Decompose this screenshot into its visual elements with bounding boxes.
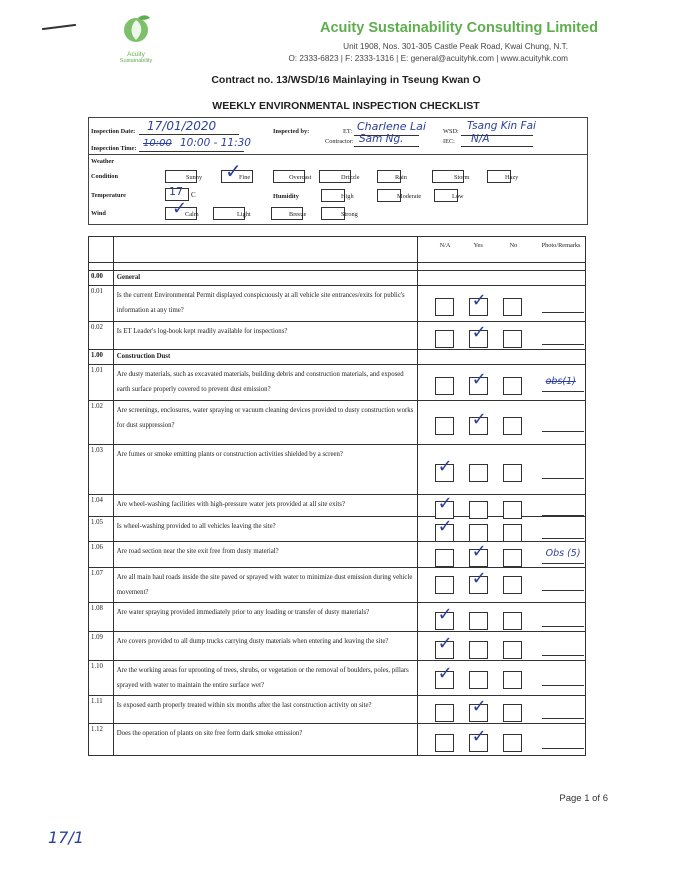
temperature-unit: C — [191, 191, 196, 199]
iec-label: IEC: — [443, 138, 455, 145]
item-number: 1.01 — [89, 365, 114, 401]
section-row-dust — [89, 350, 586, 365]
checkbox-no[interactable] — [503, 524, 522, 542]
iec-line — [461, 146, 533, 147]
condition-fine-tick: ✓ — [225, 159, 242, 183]
remarks-line[interactable] — [542, 563, 584, 564]
page-number: Page 1 of 6 — [559, 793, 608, 804]
iec-value: N/A — [471, 133, 490, 145]
inspection-date-label: Inspection Date: — [91, 128, 136, 135]
checkbox-no[interactable] — [503, 330, 522, 348]
item-question: Are water spraying provided immediately prior to any loading or transfer of dusty materials? — [113, 603, 417, 632]
header-question-cell — [113, 237, 417, 263]
item-answer-cell — [417, 568, 585, 603]
spacer-num — [89, 263, 114, 271]
section-row-general — [89, 271, 586, 286]
tick-mark: ✓ — [437, 493, 453, 514]
checkbox-no[interactable] — [503, 704, 522, 722]
wsd-label: WSD: — [443, 128, 459, 135]
logo-text-1: Acuity — [127, 51, 145, 58]
col-na: N/A — [439, 242, 451, 249]
tick-mark: ✓ — [437, 604, 453, 625]
remarks-line[interactable] — [542, 431, 584, 432]
checkbox-na[interactable] — [435, 704, 454, 722]
checkbox-yes[interactable] — [469, 612, 488, 630]
humidity-label: Humidity — [273, 193, 299, 200]
col-no: No — [509, 242, 518, 249]
item-answer-cell — [417, 517, 585, 542]
corner-mark — [42, 24, 76, 30]
remarks-line[interactable] — [542, 478, 584, 479]
item-number: 1.07 — [89, 568, 114, 603]
item-number: 1.10 — [89, 661, 114, 696]
condition-label: Condition — [91, 173, 118, 180]
item-answer-cell — [417, 724, 585, 756]
remarks-line[interactable] — [542, 344, 584, 345]
inspection-time-label: Inspection Time: — [91, 145, 137, 152]
spacer-row — [89, 263, 586, 271]
checkbox-no[interactable] — [503, 612, 522, 630]
table-row — [89, 365, 586, 401]
table-header-row — [89, 237, 586, 263]
remarks-line[interactable] — [542, 391, 584, 392]
tick-mark: ✓ — [437, 456, 453, 477]
et-label: ET: — [343, 128, 353, 135]
tick-mark: ✓ — [471, 369, 487, 390]
checkbox-yes[interactable] — [469, 641, 488, 659]
company-name: Acuity Sustainability Consulting Limited — [320, 20, 598, 36]
table-row — [89, 603, 586, 632]
table-row — [89, 517, 586, 542]
checkbox-no[interactable] — [503, 298, 522, 316]
corner-handwritten-note: 17/1 — [48, 828, 84, 847]
company-logo — [112, 12, 160, 64]
item-question: Are fumes or smoke emitting plants or construction activities shielded by a screen? — [113, 445, 417, 495]
item-question: Are all main haul roads inside the site paved or sprayed with water to minimize dust emission during vehicle movement? — [113, 568, 417, 603]
checkbox-no[interactable] — [503, 417, 522, 435]
contractor-value: Sam Ng. — [359, 133, 404, 145]
item-answer-cell — [417, 365, 585, 401]
remarks-line[interactable] — [542, 685, 584, 686]
contract-title: Contract no. 13/WSD/16 Mainlaying in Tseung Kwan O — [211, 74, 481, 86]
checkbox-na[interactable] — [435, 330, 454, 348]
checkbox-no[interactable] — [503, 464, 522, 482]
wsd-value: Tsang Kin Fai — [467, 120, 536, 132]
inspection-date-value: 17/01/2020 — [147, 119, 217, 133]
weather-label: Weather — [91, 158, 115, 165]
tick-mark: ✓ — [471, 568, 487, 589]
item-number: 1.09 — [89, 632, 114, 661]
table-row — [89, 495, 586, 517]
table-row — [89, 724, 586, 756]
inspection-date-line — [139, 134, 239, 135]
temperature-value: 17 — [169, 185, 183, 198]
item-answer-cell — [417, 495, 585, 517]
item-question: Are road section near the site exit free from dusty material? — [113, 542, 417, 568]
checkbox-na[interactable] — [435, 377, 454, 395]
checkbox-na[interactable] — [435, 734, 454, 752]
header-num-cell — [89, 237, 114, 263]
item-answer-cell — [417, 542, 585, 568]
et-value: Charlene Lai — [357, 120, 426, 133]
item-answer-cell — [417, 286, 585, 322]
tick-mark: ✓ — [471, 322, 487, 343]
condition-sunny-label: Sunny — [186, 174, 203, 181]
company-address: Unit 1908, Nos. 301-305 Castle Peak Road, Kwai Chung, N.T. — [343, 42, 568, 51]
table-row — [89, 568, 586, 603]
tick-mark: ✓ — [437, 516, 453, 537]
table-row — [89, 401, 586, 445]
company-contact: O: 2333-6823 | F: 2333-1316 | E: general@acuityhk.com | www.acuityhk.com — [288, 54, 568, 63]
wind-calm-label: Calm — [185, 211, 199, 218]
inspected-by-label: Inspected by: — [273, 128, 310, 135]
table-row — [89, 542, 586, 568]
tick-mark: ✓ — [471, 726, 487, 747]
remarks-line[interactable] — [542, 312, 584, 313]
checkbox-yes[interactable] — [469, 464, 488, 482]
condition-overcast-label: Overcast — [289, 174, 312, 181]
wind-breeze-label: Breeze — [289, 211, 307, 218]
condition-drizzle-label: Drizzle — [341, 174, 360, 181]
item-question: Are covers provided to all dump trucks carrying dusty materials when entering and leaving the site? — [113, 632, 417, 661]
col-remarks: Photo/Remarks — [541, 242, 581, 249]
wind-label: Wind — [91, 210, 106, 217]
inspection-info-box — [88, 117, 588, 225]
contractor-line — [354, 146, 419, 147]
item-number: 1.05 — [89, 517, 114, 542]
item-question: Are the working areas for uprooting of trees, shrubs, or vegetation or the removal of boulders, poles, pillars sprayed with water to maintain the entire surface wet? — [113, 661, 417, 696]
section-ans — [417, 350, 585, 365]
checkbox-no[interactable] — [503, 671, 522, 689]
checkbox-na[interactable] — [435, 549, 454, 567]
header-answer-cell — [417, 237, 585, 263]
item-number: 0.01 — [89, 286, 114, 322]
item-answer-cell — [417, 401, 585, 445]
condition-storm-label: Storm — [454, 174, 470, 181]
wind-strong-label: Strong — [341, 211, 358, 218]
remarks-line[interactable] — [542, 590, 584, 591]
item-number: 1.02 — [89, 401, 114, 445]
table-row — [89, 632, 586, 661]
contractor-label: Contractor: — [325, 138, 354, 145]
item-number: 1.08 — [89, 603, 114, 632]
checklist-table — [88, 236, 586, 756]
condition-rain-label: Rain — [395, 174, 407, 181]
wind-light-label: Light — [237, 211, 251, 218]
remarks-line[interactable] — [542, 718, 584, 719]
tick-mark: ✓ — [471, 409, 487, 430]
tick-mark: ✓ — [437, 663, 453, 684]
item-number: 1.12 — [89, 724, 114, 756]
section-title: Construction Dust — [113, 350, 417, 365]
remarks-line[interactable] — [542, 626, 584, 627]
item-question: Is wheel-washing provided to all vehicles leaving the site? — [113, 517, 417, 542]
spacer-q — [113, 263, 417, 271]
spacer-ans — [417, 263, 585, 271]
section-title: General — [113, 271, 417, 286]
tick-mark: ✓ — [437, 633, 453, 654]
remarks-line[interactable] — [542, 655, 584, 656]
table-row — [89, 322, 586, 350]
humidity-moderate-label: Moderate — [397, 193, 422, 200]
table-row — [89, 661, 586, 696]
checkbox-no[interactable] — [503, 377, 522, 395]
info-divider — [89, 154, 587, 155]
item-answer-cell — [417, 632, 585, 661]
item-question: Does the operation of plants on site free form dark smoke emission? — [113, 724, 417, 756]
item-question: Is exposed earth properly treated within six months after the last construction activity on site? — [113, 696, 417, 724]
checkbox-no[interactable] — [503, 734, 522, 752]
item-question: Are screenings, enclosures, water spraying or vacuum cleaning devices provided to dusty construction works for dust suppression? — [113, 401, 417, 445]
checkbox-na[interactable] — [435, 298, 454, 316]
item-number: 0.02 — [89, 322, 114, 350]
checkbox-na[interactable] — [435, 576, 454, 594]
section-num: 1.00 — [89, 350, 114, 365]
item-answer-cell — [417, 603, 585, 632]
checkbox-na[interactable] — [435, 417, 454, 435]
item-number: 1.06 — [89, 542, 114, 568]
inspection-time-struck: 10:00 — [143, 138, 172, 149]
remarks-line[interactable] — [542, 748, 584, 749]
temperature-label: Temperature — [91, 192, 126, 199]
item-number: 1.03 — [89, 445, 114, 495]
tick-mark: ✓ — [471, 290, 487, 311]
item-answer-cell — [417, 322, 585, 350]
table-row — [89, 696, 586, 724]
tick-mark: ✓ — [471, 696, 487, 717]
checkbox-no[interactable] — [503, 576, 522, 594]
checkbox-no[interactable] — [503, 549, 522, 567]
checkbox-yes[interactable] — [469, 671, 488, 689]
form-title: WEEKLY ENVIRONMENTAL INSPECTION CHECKLIST — [212, 100, 480, 112]
logo-text-2: Sustainability — [119, 58, 153, 64]
remarks-line[interactable] — [542, 538, 584, 539]
item-answer-cell — [417, 661, 585, 696]
condition-hazy-label: Hazy — [505, 174, 519, 181]
item-number: 1.04 — [89, 495, 114, 517]
item-question: Are wheel-washing facilities with high-pressure water jets provided at all site exits? — [113, 495, 417, 517]
wind-calm-tick: ✓ — [172, 198, 188, 219]
section-ans — [417, 271, 585, 286]
condition-fine-label: Fine — [239, 174, 251, 181]
inspection-time-line — [139, 151, 244, 152]
item-answer-cell — [417, 445, 585, 495]
inspection-time-value: 10:00 - 11:30 — [180, 137, 251, 149]
table-row — [89, 445, 586, 495]
table-row — [89, 286, 586, 322]
leaf-icon — [112, 12, 160, 46]
col-yes: Yes — [473, 242, 483, 249]
item-question: Are dusty materials, such as excavated materials, building debris and construction materials, and exposed earth surface properly covered to prevent dust emission? — [113, 365, 417, 401]
checkbox-no[interactable] — [503, 641, 522, 659]
item-question: Is the current Environmental Permit displayed conspicuously at all vehicle site entrances/exits for public's information at any time? — [113, 286, 417, 322]
remark-text: Obs (5) — [545, 548, 581, 559]
item-question: Is ET Leader's log-book kept readily available for inspections? — [113, 322, 417, 350]
humidity-high-label: High — [341, 193, 354, 200]
item-number: 1.11 — [89, 696, 114, 724]
item-answer-cell — [417, 696, 585, 724]
tick-mark: ✓ — [471, 541, 487, 562]
checkbox-yes[interactable] — [469, 524, 488, 542]
humidity-low-label: Low — [452, 193, 464, 200]
remark-text: obs(1) — [545, 376, 576, 387]
section-num: 0.00 — [89, 271, 114, 286]
